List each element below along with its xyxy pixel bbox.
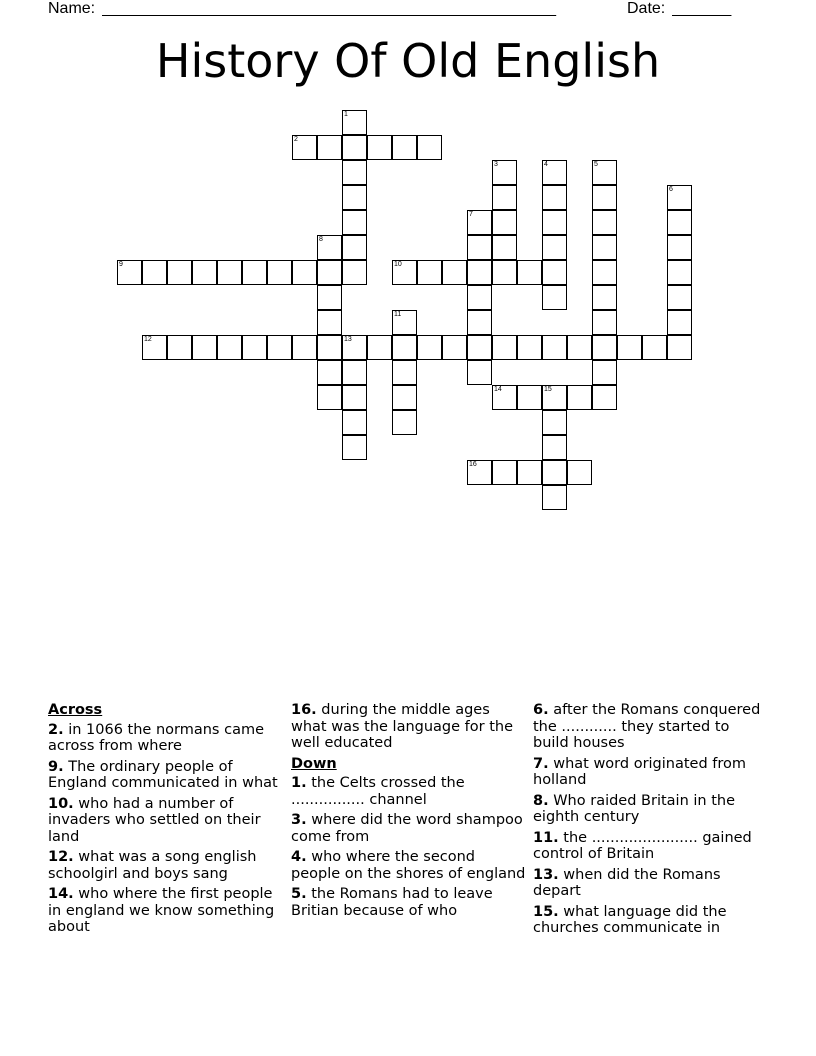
grid-cell[interactable] xyxy=(517,260,542,285)
grid-cell[interactable] xyxy=(542,235,567,260)
clue-text: The ordinary people of England communicated in what xyxy=(48,758,278,791)
grid-cell[interactable] xyxy=(392,310,417,335)
grid-cell[interactable] xyxy=(517,335,542,360)
date-label: Date: xyxy=(627,0,666,17)
grid-cell[interactable] xyxy=(567,335,592,360)
clue-down-13 xyxy=(533,867,769,900)
grid-cell[interactable] xyxy=(167,260,192,285)
grid-cell[interactable] xyxy=(542,335,567,360)
grid-cell[interactable] xyxy=(142,335,167,360)
date-field[interactable]: _______ xyxy=(672,0,731,17)
clue-text: who where the second people on the shores of england xyxy=(291,849,526,882)
grid-cell[interactable] xyxy=(317,310,342,335)
grid-cell[interactable] xyxy=(492,335,517,360)
grid-cell[interactable] xyxy=(542,185,567,210)
clue-number: 9. xyxy=(48,758,64,775)
clue-text: after the Romans conquered the ............ they started to build houses xyxy=(533,702,761,751)
grid-cell[interactable] xyxy=(542,210,567,235)
grid-cell[interactable] xyxy=(492,260,517,285)
grid-cell[interactable] xyxy=(492,160,517,185)
grid-cell[interactable] xyxy=(667,335,692,360)
cell-number: 1 xyxy=(344,110,348,118)
grid-cell[interactable] xyxy=(342,410,367,435)
grid-cell[interactable] xyxy=(342,435,367,460)
clue-number: 11. xyxy=(533,829,559,846)
grid-cell[interactable] xyxy=(342,260,367,285)
grid-cell[interactable] xyxy=(317,285,342,310)
clue-across-14 xyxy=(48,886,284,936)
clues-column-1 xyxy=(48,702,284,940)
clue-text: Who raided Britain in the eighth century xyxy=(533,792,735,825)
grid-cell[interactable] xyxy=(592,335,617,360)
grid-cell[interactable] xyxy=(367,135,392,160)
grid-cell[interactable] xyxy=(242,260,267,285)
grid-cell[interactable] xyxy=(342,160,367,185)
clue-across-10 xyxy=(48,796,284,846)
grid-cell[interactable] xyxy=(342,210,367,235)
clue-across-16 xyxy=(291,702,527,752)
grid-cell[interactable] xyxy=(342,360,367,385)
clue-down-3 xyxy=(291,812,527,845)
clue-across-9 xyxy=(48,759,284,792)
clue-text: what word originated from holland xyxy=(533,755,747,788)
cell-number: 13 xyxy=(344,335,352,343)
clue-down-8 xyxy=(533,793,769,826)
clue-down-11 xyxy=(533,830,769,863)
grid-cell[interactable] xyxy=(592,235,617,260)
grid-cell[interactable] xyxy=(442,260,467,285)
grid-cell[interactable] xyxy=(542,385,567,410)
grid-cell[interactable] xyxy=(592,285,617,310)
clue-number: 12. xyxy=(48,849,74,865)
grid-cell[interactable] xyxy=(642,335,667,360)
grid-cell[interactable] xyxy=(467,335,492,360)
grid-cell[interactable] xyxy=(317,235,342,260)
clue-text: what language did the churches communicate in xyxy=(533,903,727,936)
grid-cell[interactable] xyxy=(392,335,417,360)
grid-cell[interactable] xyxy=(142,260,167,285)
down-heading: Down xyxy=(291,755,337,772)
clue-number: 2. xyxy=(48,721,64,738)
grid-cell[interactable] xyxy=(492,185,517,210)
grid-cell[interactable] xyxy=(667,310,692,335)
clue-down-5 xyxy=(291,886,527,919)
grid-cell[interactable] xyxy=(317,385,342,410)
across-heading: Across xyxy=(48,702,103,718)
grid-cell[interactable] xyxy=(292,335,317,360)
grid-cell[interactable] xyxy=(617,335,642,360)
grid-cell[interactable] xyxy=(592,310,617,335)
clue-number: 8. xyxy=(533,792,549,809)
cell-number: 15 xyxy=(544,385,552,393)
grid-cell[interactable] xyxy=(392,385,417,410)
clue-text: during the middle ages what was the language for the well educated xyxy=(291,702,514,751)
grid-cell[interactable] xyxy=(592,260,617,285)
clue-text: the ....................... gained control of Britain xyxy=(533,829,752,862)
clue-across-12 xyxy=(48,849,284,882)
grid-cell[interactable] xyxy=(517,460,542,485)
clue-number: 3. xyxy=(291,812,307,828)
grid-cell[interactable] xyxy=(467,210,492,235)
cell-number: 11 xyxy=(394,310,402,318)
grid-cell[interactable] xyxy=(542,485,567,510)
cell-number: 9 xyxy=(119,260,123,268)
cell-number: 16 xyxy=(469,460,477,468)
clue-number: 7. xyxy=(533,755,549,772)
clue-text: when did the Romans depart xyxy=(533,866,721,899)
grid-cell[interactable] xyxy=(567,460,592,485)
grid-cell[interactable] xyxy=(167,335,192,360)
grid-cell[interactable] xyxy=(392,135,417,160)
clue-down-7 xyxy=(533,756,769,789)
grid-cell[interactable] xyxy=(317,360,342,385)
grid-cell[interactable] xyxy=(567,385,592,410)
clue-down-1 xyxy=(291,775,527,808)
cell-number: 2 xyxy=(294,135,298,143)
clue-text: the Celts crossed the ................ channel xyxy=(291,775,465,808)
grid-cell[interactable] xyxy=(667,210,692,235)
grid-cell[interactable] xyxy=(367,335,392,360)
clue-number: 4. xyxy=(291,849,307,865)
grid-cell[interactable] xyxy=(667,260,692,285)
clue-down-4 xyxy=(291,849,527,882)
grid-cell[interactable] xyxy=(342,135,367,160)
page-title: History Of Old English xyxy=(155,34,661,88)
grid-cell[interactable] xyxy=(592,185,617,210)
grid-cell[interactable] xyxy=(517,385,542,410)
grid-cell[interactable] xyxy=(467,310,492,335)
grid-cell[interactable] xyxy=(317,335,342,360)
cell-number: 14 xyxy=(494,385,502,393)
grid-cell[interactable] xyxy=(492,460,517,485)
grid-cell[interactable] xyxy=(392,410,417,435)
grid-cell[interactable] xyxy=(267,335,292,360)
grid-cell[interactable] xyxy=(292,135,317,160)
clue-number: 6. xyxy=(533,702,549,718)
clue-number: 16. xyxy=(291,702,317,718)
grid-cell[interactable] xyxy=(542,435,567,460)
grid-cell[interactable] xyxy=(467,235,492,260)
grid-cell[interactable] xyxy=(342,385,367,410)
grid-cell[interactable] xyxy=(592,210,617,235)
clue-text: who had a number of invaders who settled on their land xyxy=(48,795,261,845)
clue-number: 14. xyxy=(48,886,74,902)
grid-cell[interactable] xyxy=(542,260,567,285)
grid-cell[interactable] xyxy=(217,260,242,285)
clue-down-15 xyxy=(533,904,769,937)
cell-number: 5 xyxy=(594,160,598,168)
grid-cell[interactable] xyxy=(492,385,517,410)
clue-number: 5. xyxy=(291,886,307,902)
grid-cell[interactable] xyxy=(342,335,367,360)
clue-number: 10. xyxy=(48,795,74,812)
cell-number: 6 xyxy=(669,185,673,193)
name-label: Name: xyxy=(48,0,96,17)
cell-number: 8 xyxy=(319,235,323,243)
cell-number: 12 xyxy=(144,335,152,343)
grid-cell[interactable] xyxy=(667,235,692,260)
cell-number: 7 xyxy=(469,210,473,218)
grid-cell[interactable] xyxy=(492,210,517,235)
grid-cell[interactable] xyxy=(667,285,692,310)
clue-number: 1. xyxy=(291,775,307,791)
grid-cell[interactable] xyxy=(542,460,567,485)
grid-cell[interactable] xyxy=(242,335,267,360)
grid-cell[interactable] xyxy=(542,285,567,310)
clue-number: 13. xyxy=(533,866,559,883)
grid-cell[interactable] xyxy=(392,360,417,385)
grid-cell[interactable] xyxy=(192,260,217,285)
clue-across-2 xyxy=(48,722,284,755)
clues-column-2 xyxy=(291,702,527,923)
grid-cell[interactable] xyxy=(317,135,342,160)
grid-cell[interactable] xyxy=(342,185,367,210)
clue-down-6 xyxy=(533,702,769,752)
clue-text: where did the word shampoo come from xyxy=(291,812,523,845)
grid-cell[interactable] xyxy=(417,335,442,360)
grid-cell[interactable] xyxy=(417,135,442,160)
clue-text: the Romans had to leave Britian because of who xyxy=(291,886,493,919)
grid-cell[interactable] xyxy=(492,235,517,260)
clue-text: who where the first people in england we know something about xyxy=(48,886,275,935)
cell-number: 3 xyxy=(494,160,498,168)
grid-cell[interactable] xyxy=(317,260,342,285)
grid-cell[interactable] xyxy=(592,360,617,385)
grid-cell[interactable] xyxy=(342,110,367,135)
grid-cell[interactable] xyxy=(217,335,242,360)
grid-cell[interactable] xyxy=(467,260,492,285)
grid-cell[interactable] xyxy=(417,260,442,285)
grid-cell[interactable] xyxy=(192,335,217,360)
cell-number: 10 xyxy=(394,260,402,268)
grid-cell[interactable] xyxy=(467,460,492,485)
grid-cell[interactable] xyxy=(542,410,567,435)
grid-cell[interactable] xyxy=(592,385,617,410)
cell-number: 4 xyxy=(544,160,548,168)
clue-number: 15. xyxy=(533,903,559,920)
clues-column-3 xyxy=(533,702,769,941)
clue-text: in 1066 the normans came across from where xyxy=(48,721,264,754)
grid-cell[interactable] xyxy=(592,160,617,185)
grid-cell[interactable] xyxy=(667,185,692,210)
grid-cell[interactable] xyxy=(442,335,467,360)
grid-cell[interactable] xyxy=(467,285,492,310)
grid-cell[interactable] xyxy=(292,260,317,285)
name-field[interactable]: ______________________________________________________ xyxy=(102,0,556,17)
grid-cell[interactable] xyxy=(267,260,292,285)
clue-text: what was a song english schoolgirl and boys sang xyxy=(48,849,257,882)
grid-cell[interactable] xyxy=(342,235,367,260)
grid-cell[interactable] xyxy=(542,160,567,185)
grid-cell[interactable] xyxy=(392,260,417,285)
grid-cell[interactable] xyxy=(467,360,492,385)
grid-cell[interactable] xyxy=(117,260,142,285)
